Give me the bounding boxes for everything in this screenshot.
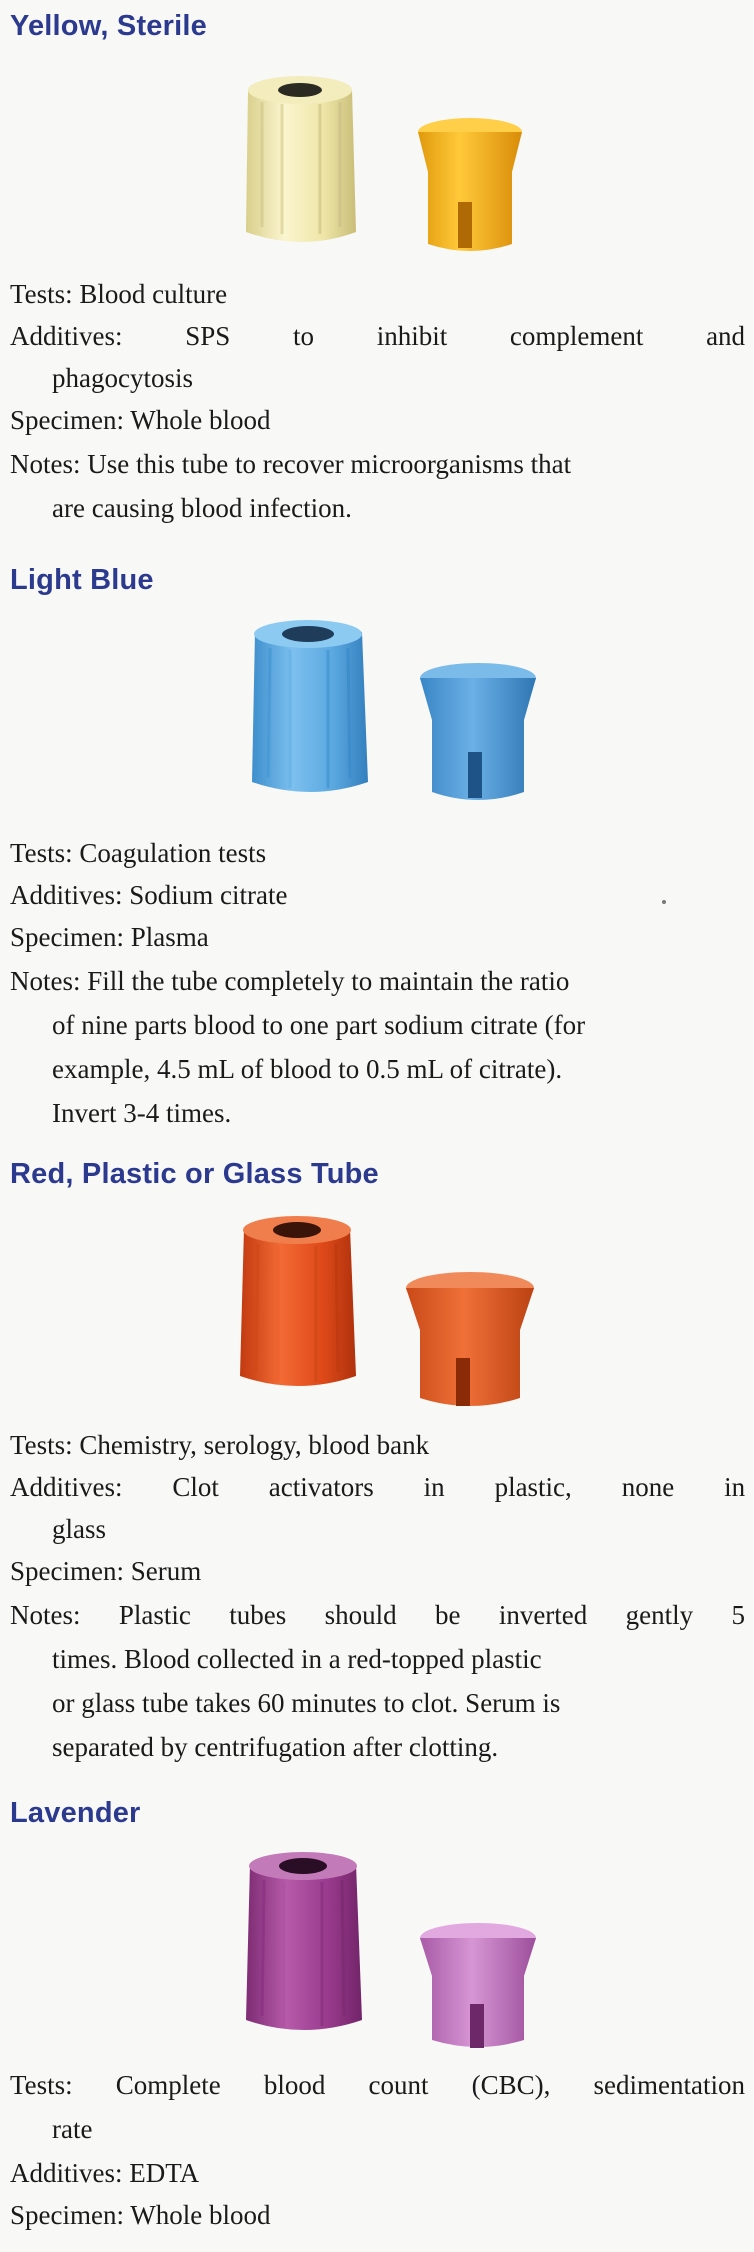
specimen-line	[10, 402, 745, 438]
tests-value: Complete blood count (CBC), sedimentation	[115, 2070, 745, 2100]
additives-value: EDTA	[129, 2158, 200, 2188]
specimen-value: Plasma	[130, 922, 209, 952]
specimen-line	[10, 1553, 745, 1589]
red-small-cap	[406, 1272, 534, 1406]
tests-label: Tests:	[10, 2070, 73, 2100]
specimen-value: Whole blood	[130, 405, 271, 435]
specimen-value: Whole blood	[130, 2200, 271, 2230]
red-large-cap	[240, 1216, 356, 1386]
additives-line	[10, 2155, 745, 2191]
notes-text-3: example, 4.5 mL of blood to 0.5 mL of citrate).	[52, 1054, 563, 1084]
notes-text-2: are causing blood infection.	[52, 493, 352, 523]
additives-line	[10, 877, 745, 913]
tube-caps-red-image	[0, 1214, 754, 1414]
notes-text-2: times. Blood collected in a red-topped plastic	[52, 1644, 542, 1674]
notes-text-3: or glass tube takes 60 minutes to clot. Serum is	[52, 1688, 561, 1718]
additives-label: Additives:	[10, 321, 123, 351]
blue-large-cap	[252, 620, 368, 792]
notes-label: Notes:	[10, 1600, 81, 1630]
section-heading: Light Blue	[10, 564, 154, 596]
additives-line-2: phagocytosis	[52, 363, 193, 393]
tests-line-2: rate	[52, 2114, 93, 2144]
tube-caps-blue-image	[0, 620, 754, 820]
tests-line	[10, 835, 745, 871]
yellow-small-cap	[418, 118, 522, 251]
tests-value: Coagulation tests	[79, 838, 267, 868]
lavender-small-cap	[420, 1923, 536, 2048]
specimen-value: Serum	[130, 1556, 202, 1586]
notes-text-1: Use this tube to recover microorganisms that	[87, 449, 572, 479]
notes-text-4: Invert 3-4 times.	[52, 1098, 232, 1128]
notes-text-1: Plastic tubes should be inverted gently 5	[118, 1600, 745, 1630]
additives-line-2: glass	[52, 1514, 106, 1544]
specimen-line	[10, 919, 745, 955]
specimen-label: Specimen:	[10, 2200, 124, 2230]
lavender-large-cap	[246, 1852, 362, 2030]
stray-mark	[662, 900, 666, 904]
tests-value: Blood culture	[79, 279, 228, 309]
section-heading: Lavender	[10, 1797, 141, 1829]
notes-line	[10, 963, 745, 999]
tests-label: Tests:	[10, 279, 73, 309]
notes-text-4: separated by centrifugation after clotting.	[52, 1732, 499, 1762]
additives-line: Additives: SPS to inhibit complement and	[10, 321, 745, 351]
tube-caps-yellow-image	[0, 62, 754, 262]
additives-label: Additives:	[10, 1472, 123, 1502]
notes-label: Notes:	[10, 966, 81, 996]
yellow-large-cap	[246, 76, 356, 242]
specimen-line	[10, 2197, 745, 2233]
tests-label: Tests:	[10, 1430, 73, 1460]
additives-line: Additives: Clot activators in plastic, none in	[10, 1472, 745, 1502]
section-heading: Yellow, Sterile	[10, 10, 207, 42]
additives-label: Additives:	[10, 880, 123, 910]
specimen-label: Specimen:	[10, 922, 124, 952]
tests-value: Chemistry, serology, blood bank	[79, 1430, 430, 1460]
additives-label: Additives:	[10, 2158, 123, 2188]
blue-small-cap	[420, 663, 536, 800]
notes-line	[10, 1597, 745, 1633]
notes-text-2: of nine parts blood to one part sodium citrate (for	[52, 1010, 586, 1040]
notes-line	[10, 446, 745, 482]
tests-line	[10, 2067, 745, 2103]
specimen-label: Specimen:	[10, 405, 124, 435]
notes-text-1: Fill the tube completely to maintain the ratio	[87, 966, 570, 996]
tests-line	[10, 276, 745, 312]
tests-label: Tests:	[10, 838, 73, 868]
additives-value: Sodium citrate	[129, 880, 288, 910]
notes-label: Notes:	[10, 449, 81, 479]
tests-line	[10, 1427, 745, 1463]
section-heading: Red, Plastic or Glass Tube	[10, 1158, 379, 1190]
specimen-label: Specimen:	[10, 1556, 124, 1586]
tube-caps-lavender-image	[0, 1852, 754, 2052]
